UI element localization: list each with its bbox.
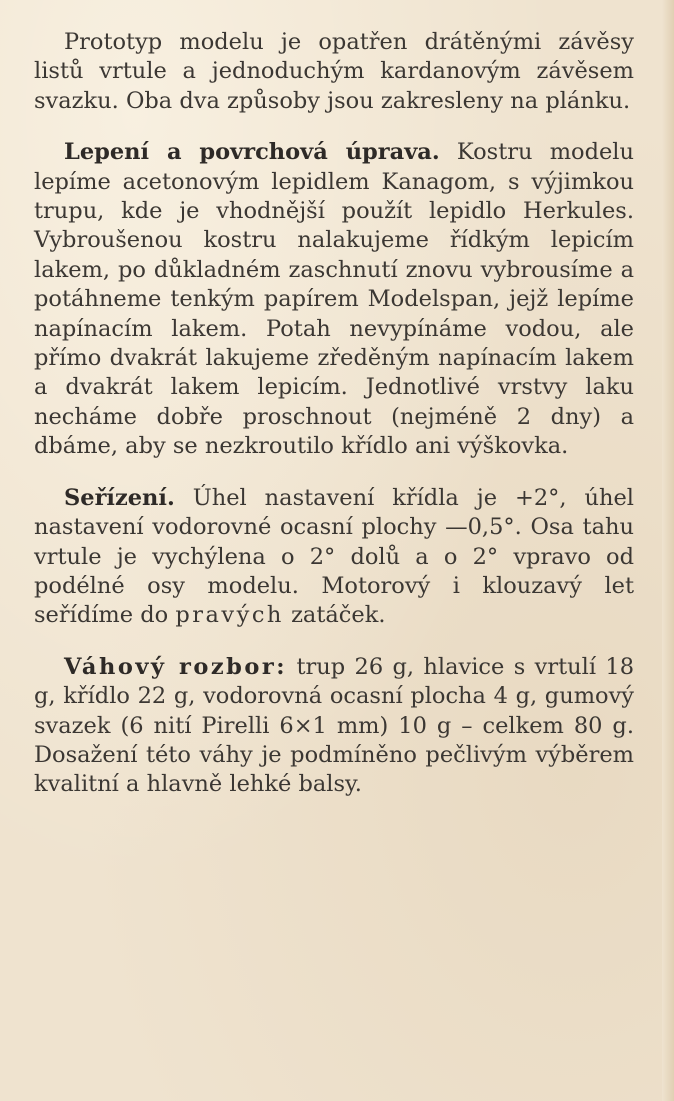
paragraph-intro-text: Prototyp modelu je opatřen drátěnými závěsy listů vrtule a jednoduchým kardanovým závěsem svazku. Oba dva způsoby jsou zakresleny na plánku.: [34, 29, 634, 114]
weight-text: trup 26 g, hlavice s vrtulí 18 g, křídlo 22 g, vodorovná ocasní plocha 4 g, gumový svazek (6 nití Pirelli 6×1 mm) 10 g – celkem 80 g. Dosažení této váhy je podmíněno pečlivým výběrem kvalitní a hlavně lehké balsy.: [34, 653, 635, 798]
weight-heading: Váhový rozbor:: [64, 653, 288, 680]
paragraph-intro: [34, 28, 634, 116]
page-edge-shadow: [662, 0, 674, 1101]
adjustment-tail: zatáček.: [283, 602, 386, 629]
adjustment-heading: Seřízení.: [64, 484, 175, 511]
paragraph-gluing: [34, 138, 634, 461]
adjustment-text: Úhel nastavení křídla je +2°, úhel nastavení vodorovné ocasní plochy —0,5°. Osa tahu vrtule je vychýlena o 2° dolů a o 2° vpravo od podélné osy modelu. Motorový i klouzavý let seřídíme do: [34, 484, 634, 629]
paragraph-weight: [34, 653, 634, 800]
adjustment-spaced-word: pravých: [175, 602, 284, 629]
paragraph-adjustment: [34, 484, 634, 631]
gluing-heading: Lepení a povrchová úprava.: [64, 139, 440, 166]
gluing-text: Kostru modelu lepíme acetonovým lepidlem Kanagom, s výjimkou trupu, kde je vhodnější použít lepidlo Herkules. Vybroušenou kostru nalakujeme řídkým lepicím lakem, po důkladném zaschnutí znovu vybrousíme a potáhneme tenkým papírem Modelspan, jejž lepíme napínacím lakem. Potah nevypínáme vodou, ale přímo dvakrát lakujeme zředěným napínacím lakem a dvakrát lakem lepicím. Jednotlivé vrstvy laku necháme dobře proschnout (nejméně 2 dny) a dbáme, aby se nezkroutilo křídlo ani výškovka.: [34, 139, 634, 460]
